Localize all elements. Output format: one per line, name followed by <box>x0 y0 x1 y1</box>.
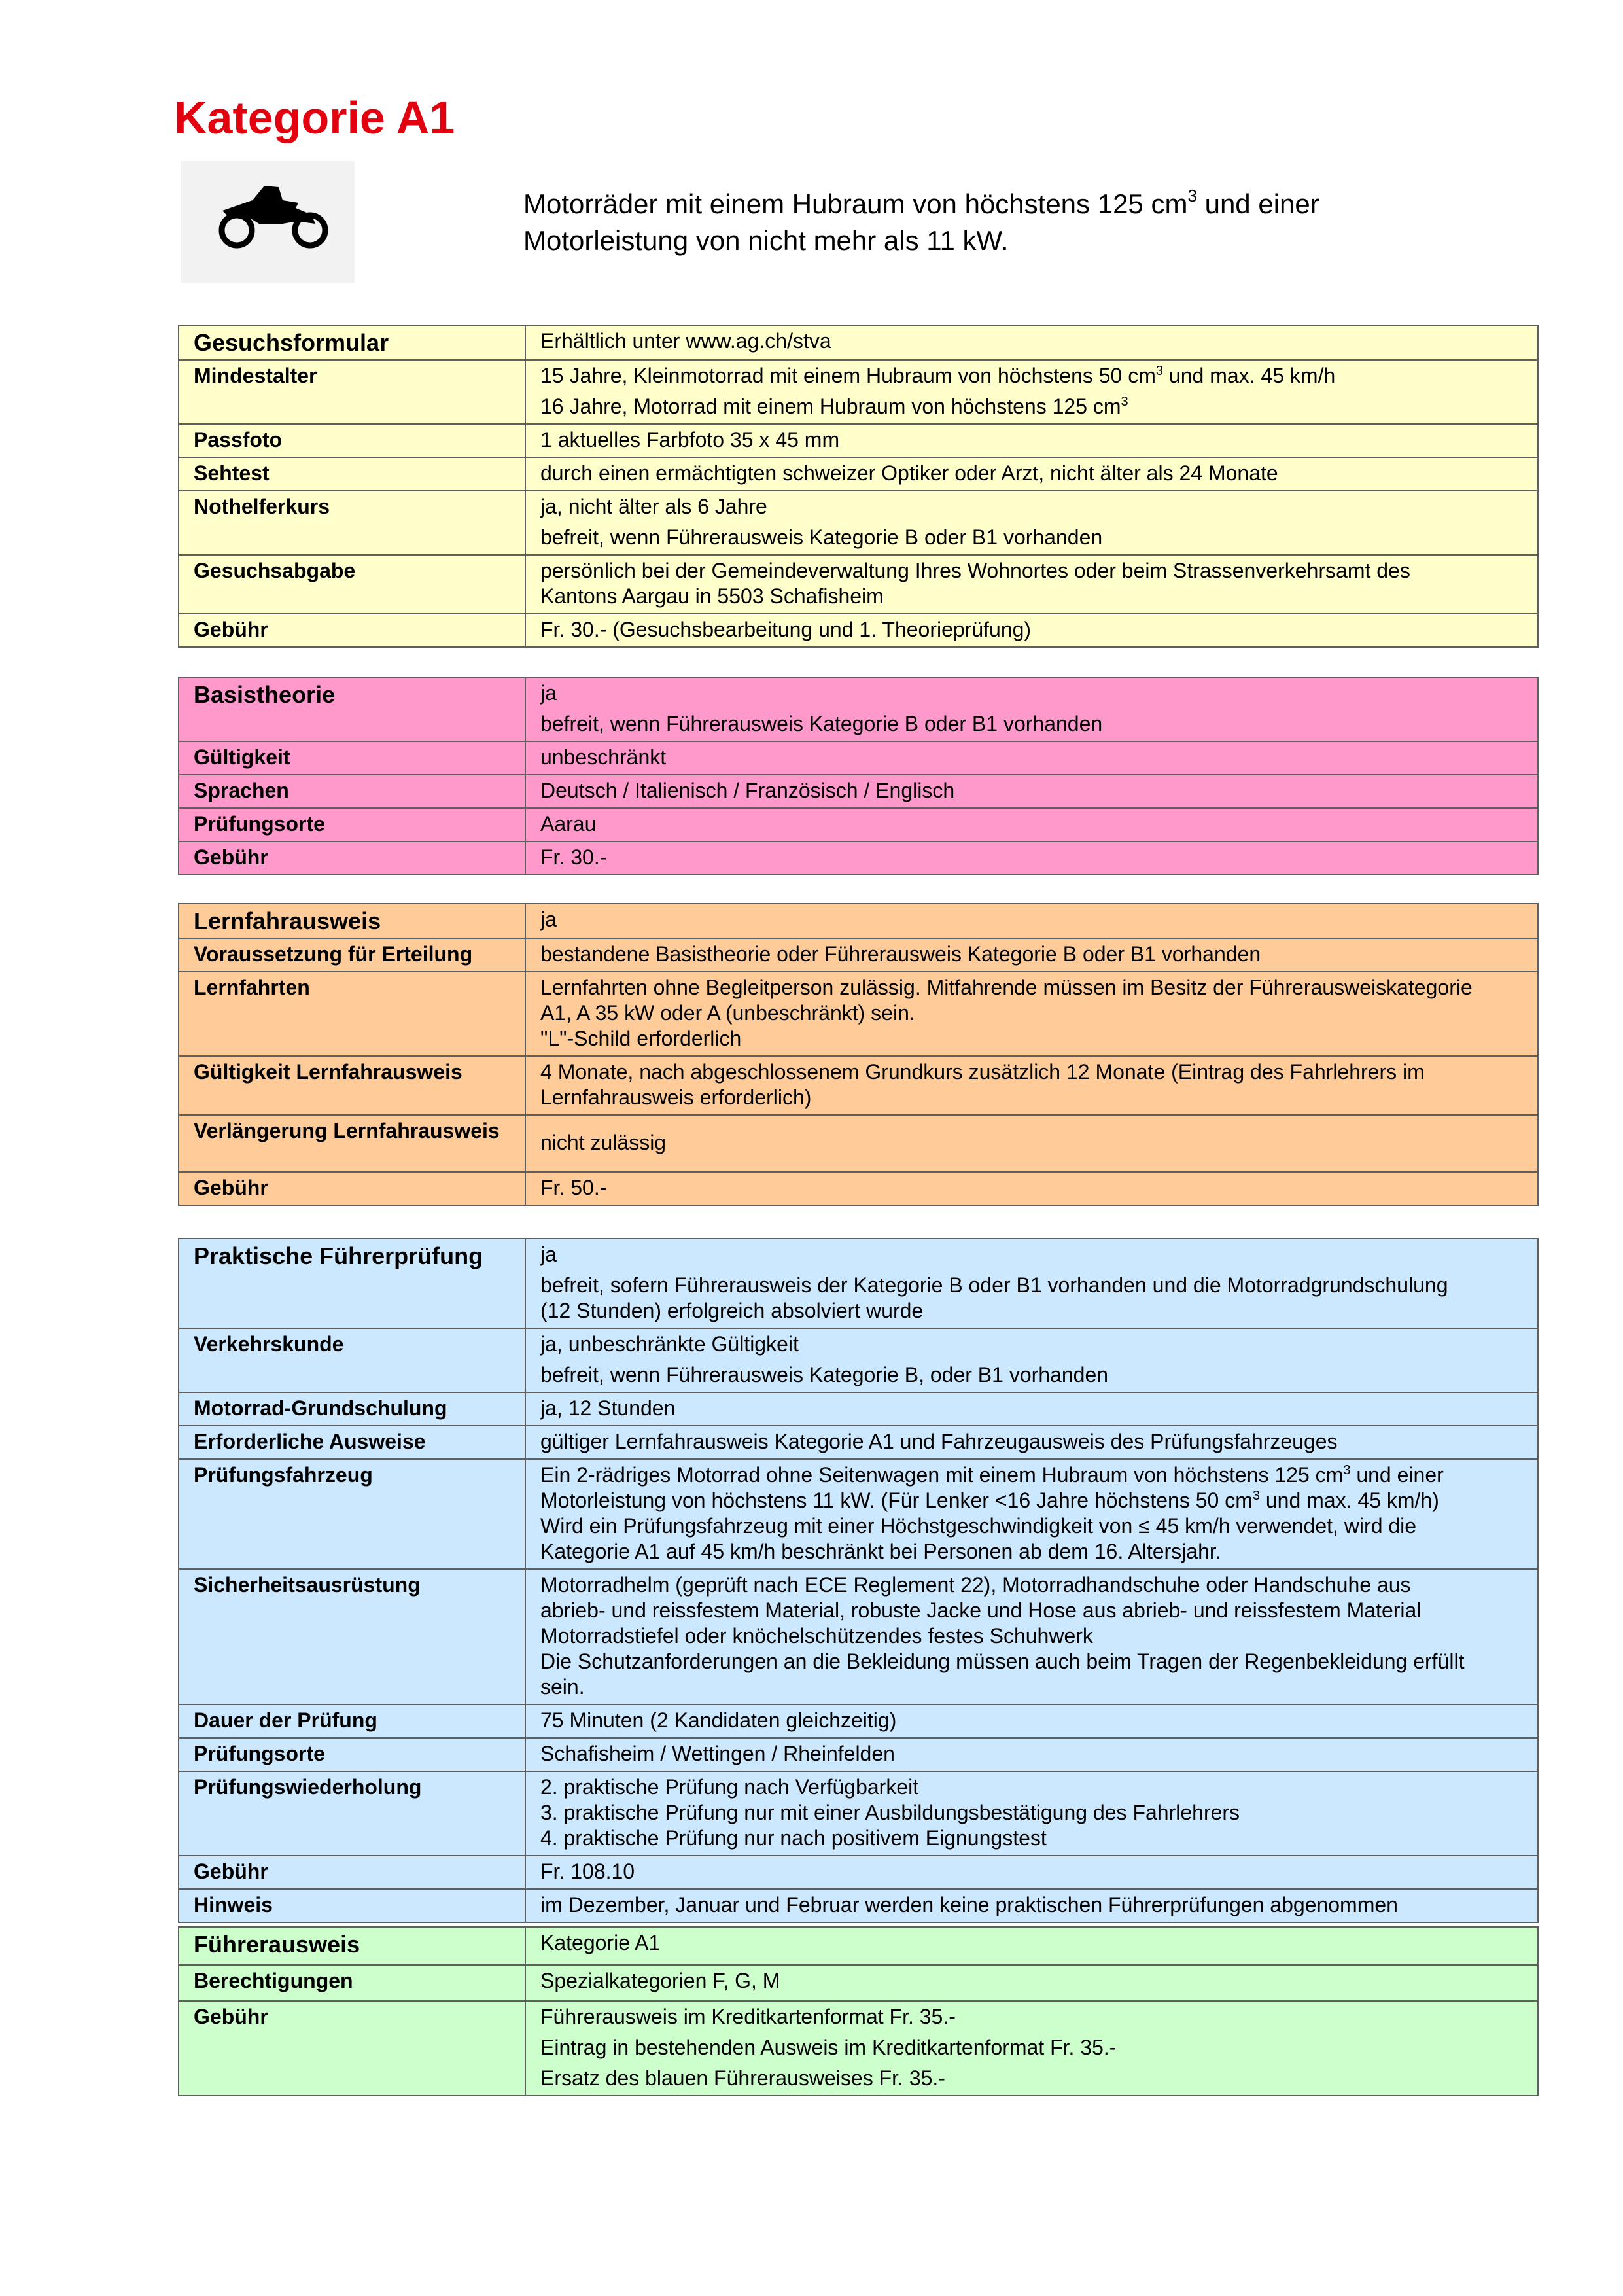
table-row <box>179 1239 1538 1328</box>
row-value <box>525 2001 1538 2096</box>
row-label: Praktische Führerprüfung <box>179 1239 525 1328</box>
row-label: Mindestalter <box>179 360 525 424</box>
value-line: sein. <box>540 1675 585 1699</box>
row-value: Fr. 30.- <box>525 841 1538 875</box>
table-row <box>179 1056 1538 1115</box>
table-row <box>179 555 1538 614</box>
label-line: Lernfahrausweis <box>333 1119 500 1142</box>
value-line: 16 Jahre, Motorrad mit einem Hubraum von höchstens 125 cm <box>540 395 1121 418</box>
fuehrerausweis-table <box>178 1926 1539 2096</box>
row-label: Sicherheitsausrüstung <box>179 1569 525 1704</box>
table-row <box>179 841 1538 875</box>
row-value: bestandene Basistheorie oder Führerausweis Kategorie B oder B1 vorhanden <box>525 938 1538 972</box>
value-line: Ersatz des blauen Führerausweises Fr. 35.- <box>540 2066 945 2090</box>
row-label: Sehtest <box>179 457 525 491</box>
value-line: 15 Jahre, Kleinmotorrad mit einem Hubraum von höchstens 50 cm <box>540 364 1156 387</box>
row-label: Prüfungsorte <box>179 808 525 841</box>
row-value <box>525 1056 1538 1115</box>
value-line: Motorradhelm (geprüft nach ECE Reglement 22), Motorradhandschuhe oder Handschuhe aus <box>540 1573 1411 1597</box>
row-value: Fr. 108.10 <box>525 1856 1538 1889</box>
row-value: nicht zulässig <box>525 1115 1538 1172</box>
value-line: Wird ein Prüfungsfahrzeug mit einer Höchstgeschwindigkeit von ≤ 45 km/h verwendet, wird die <box>540 1514 1417 1538</box>
value-line: abrieb- und reissfestem Material, robuste Jacke und Hose aus abrieb- und reissfestem Material <box>540 1598 1422 1622</box>
value-line: "L"-Schild erforderlich <box>540 1027 742 1050</box>
row-label: Erforderliche Ausweise <box>179 1426 525 1459</box>
value-line: Kantons Aargau in 5503 Schafisheim <box>540 584 884 608</box>
row-value <box>525 972 1538 1056</box>
row-value: gültiger Lernfahrausweis Kategorie A1 und Fahrzeugausweis des Prüfungsfahrzeuges <box>525 1426 1538 1459</box>
basistheorie-table <box>178 677 1539 875</box>
table-row <box>179 1738 1538 1771</box>
row-label: Gebühr <box>179 2001 525 2096</box>
page-title: Kategorie A1 <box>174 92 455 143</box>
table-row <box>179 1392 1538 1426</box>
row-label: Gültigkeit <box>179 741 525 775</box>
value-line-end: und max. 45 km/h) <box>1259 1489 1439 1512</box>
row-label: Motorrad-Grundschulung <box>179 1392 525 1426</box>
row-label: Hinweis <box>179 1889 525 1922</box>
row-label: Berechtigungen <box>179 1965 525 2001</box>
row-label: Gesuchsabgabe <box>179 555 525 614</box>
row-value: Aarau <box>525 808 1538 841</box>
table-row <box>179 1569 1538 1704</box>
table-row <box>179 360 1538 424</box>
table-row <box>179 491 1538 555</box>
row-value <box>525 1239 1538 1328</box>
intro-line2: Motorleistung von nicht mehr als 11 kW. <box>523 225 1009 256</box>
row-value <box>525 1771 1538 1856</box>
table-row <box>179 2001 1538 2096</box>
row-label: Prüfungsorte <box>179 1738 525 1771</box>
intro-line1-end: und einer <box>1196 188 1319 219</box>
pruefung-table <box>178 1238 1539 1923</box>
table-row <box>179 677 1538 741</box>
table-row <box>179 904 1538 938</box>
row-value <box>525 1459 1538 1569</box>
superscript: 3 <box>1187 186 1197 205</box>
table-row <box>179 1889 1538 1922</box>
value-line: Kategorie A1 auf 45 km/h beschränkt bei Personen ab dem 16. Altersjahr. <box>540 1540 1221 1563</box>
row-label: Gebühr <box>179 1856 525 1889</box>
row-value: Schafisheim / Wettingen / Rheinfelden <box>525 1738 1538 1771</box>
superscript: 3 <box>1343 1463 1351 1477</box>
value-line: 4. praktische Prüfung nur nach positivem Eignungstest <box>540 1826 1047 1850</box>
row-label: Gesuchsformular <box>179 325 525 360</box>
value-line: befreit, sofern Führerausweis der Kategorie B oder B1 vorhanden und die Motorradgrundschulung <box>540 1273 1448 1297</box>
row-label: Gebühr <box>179 614 525 647</box>
value-line: A1, A 35 kW oder A (unbeschränkt) sein. <box>540 1001 915 1025</box>
superscript: 3 <box>1252 1489 1260 1503</box>
table-row <box>179 1856 1538 1889</box>
lernfahrausweis-table <box>178 903 1539 1206</box>
intro-text <box>523 186 1544 259</box>
value-line: 3. praktische Prüfung nur mit einer Ausbildungsbestätigung des Fahrlehrers <box>540 1801 1240 1824</box>
value-line: persönlich bei der Gemeindeverwaltung Ihres Wohnortes oder beim Strassenverkehrsamt des <box>540 559 1410 582</box>
value-line: Motorradstiefel oder knöchelschützendes festes Schuhwerk <box>540 1624 1093 1648</box>
table-row <box>179 741 1538 775</box>
row-value: Fr. 30.- (Gesuchsbearbeitung und 1. Theorieprüfung) <box>525 614 1538 647</box>
row-value <box>525 677 1538 741</box>
row-label: Gültigkeit Lernfahrausweis <box>179 1056 525 1115</box>
row-value: unbeschränkt <box>525 741 1538 775</box>
row-value: Erhältlich unter www.ag.ch/stva <box>525 325 1538 360</box>
row-label: Nothelferkurs <box>179 491 525 555</box>
value-line: ja, nicht älter als 6 Jahre <box>540 495 767 518</box>
row-label: Verkehrskunde <box>179 1328 525 1392</box>
row-value: Spezialkategorien F, G, M <box>525 1965 1538 2001</box>
table-row <box>179 1965 1538 2001</box>
table-row <box>179 938 1538 972</box>
label-line: Verlängerung <box>194 1119 328 1142</box>
row-value: Kategorie A1 <box>525 1927 1538 1965</box>
table-row <box>179 457 1538 491</box>
row-label: Sprachen <box>179 775 525 808</box>
value-line: befreit, wenn Führerausweis Kategorie B oder B1 vorhanden <box>540 712 1103 735</box>
table-row <box>179 424 1538 457</box>
value-line: (12 Stunden) erfolgreich absolviert wurde <box>540 1299 924 1322</box>
table-row <box>179 1115 1538 1172</box>
value-line: Ein 2-rädriges Motorrad ohne Seitenwagen mit einem Hubraum von höchstens 125 cm <box>540 1463 1344 1487</box>
value-line-end: und einer <box>1350 1463 1444 1487</box>
row-value: Deutsch / Italienisch / Französisch / Englisch <box>525 775 1538 808</box>
intro-line1: Motorräder mit einem Hubraum von höchstens 125 cm <box>523 188 1188 219</box>
value-line: 2. praktische Prüfung nach Verfügbarkeit <box>540 1775 919 1799</box>
row-value: Fr. 50.- <box>525 1172 1538 1205</box>
table-row <box>179 614 1538 647</box>
row-label: Passfoto <box>179 424 525 457</box>
table-row <box>179 1328 1538 1392</box>
row-label: Führerausweis <box>179 1927 525 1965</box>
table-row <box>179 1927 1538 1965</box>
row-label: Lernfahrten <box>179 972 525 1056</box>
value-line-end: und max. 45 km/h <box>1163 364 1336 387</box>
table-row <box>179 1172 1538 1205</box>
row-value: durch einen ermächtigten schweizer Optiker oder Arzt, nicht älter als 24 Monate <box>525 457 1538 491</box>
value-line: befreit, wenn Führerausweis Kategorie B oder B1 vorhanden <box>540 525 1103 549</box>
table-row <box>179 325 1538 360</box>
superscript: 3 <box>1155 364 1164 378</box>
value-line: Lernfahrten ohne Begleitperson zulässig. Mitfahrende müssen im Besitz der Führerausweiskategorie <box>540 976 1473 999</box>
row-label: Prüfungswiederholung <box>179 1771 525 1856</box>
row-label: Prüfungsfahrzeug <box>179 1459 525 1569</box>
table-row <box>179 972 1538 1056</box>
row-label: Basistheorie <box>179 677 525 741</box>
superscript: 3 <box>1121 395 1128 409</box>
row-label <box>179 1115 525 1172</box>
value-line: Eintrag in bestehenden Ausweis im Kreditkartenformat Fr. 35.- <box>540 2036 1117 2059</box>
row-value: ja <box>525 904 1538 938</box>
row-value: im Dezember, Januar und Februar werden keine praktischen Führerprüfungen abgenommen <box>525 1889 1538 1922</box>
row-value <box>525 555 1538 614</box>
row-value: 1 aktuelles Farbfoto 35 x 45 mm <box>525 424 1538 457</box>
row-value: 75 Minuten (2 Kandidaten gleichzeitig) <box>525 1704 1538 1738</box>
row-value <box>525 491 1538 555</box>
row-value <box>525 1328 1538 1392</box>
value-line: Die Schutzanforderungen an die Bekleidung müssen auch beim Tragen der Regenbekleidung erfüllt <box>540 1650 1465 1673</box>
value-line: ja <box>540 681 557 705</box>
table-row <box>179 1771 1538 1856</box>
row-label: Dauer der Prüfung <box>179 1704 525 1738</box>
value-line: Führerausweis im Kreditkartenformat Fr. 35.- <box>540 2005 956 2028</box>
row-value: ja, 12 Stunden <box>525 1392 1538 1426</box>
table-row <box>179 1459 1538 1569</box>
table-row <box>179 1426 1538 1459</box>
table-row <box>179 808 1538 841</box>
value-line: befreit, wenn Führerausweis Kategorie B, oder B1 vorhanden <box>540 1363 1109 1386</box>
value-line: Lernfahrausweis erforderlich) <box>540 1086 812 1109</box>
row-value <box>525 1569 1538 1704</box>
value-line: Motorleistung von höchstens 11 kW. (Für Lenker <16 Jahre höchstens 50 cm <box>540 1489 1253 1512</box>
value-line: ja <box>540 1243 557 1266</box>
row-label: Gebühr <box>179 841 525 875</box>
motorcycle-icon <box>181 161 355 283</box>
row-label: Voraussetzung für Erteilung <box>179 938 525 972</box>
value-line: 4 Monate, nach abgeschlossenem Grundkurs zusätzlich 12 Monate (Eintrag des Fahrlehrers im <box>540 1060 1425 1084</box>
value-line: ja, unbeschränkte Gültigkeit <box>540 1332 799 1356</box>
table-row <box>179 775 1538 808</box>
row-label: Lernfahrausweis <box>179 904 525 938</box>
row-label: Gebühr <box>179 1172 525 1205</box>
table-row <box>179 1704 1538 1738</box>
gesuch-table <box>178 325 1539 648</box>
row-value <box>525 360 1538 424</box>
